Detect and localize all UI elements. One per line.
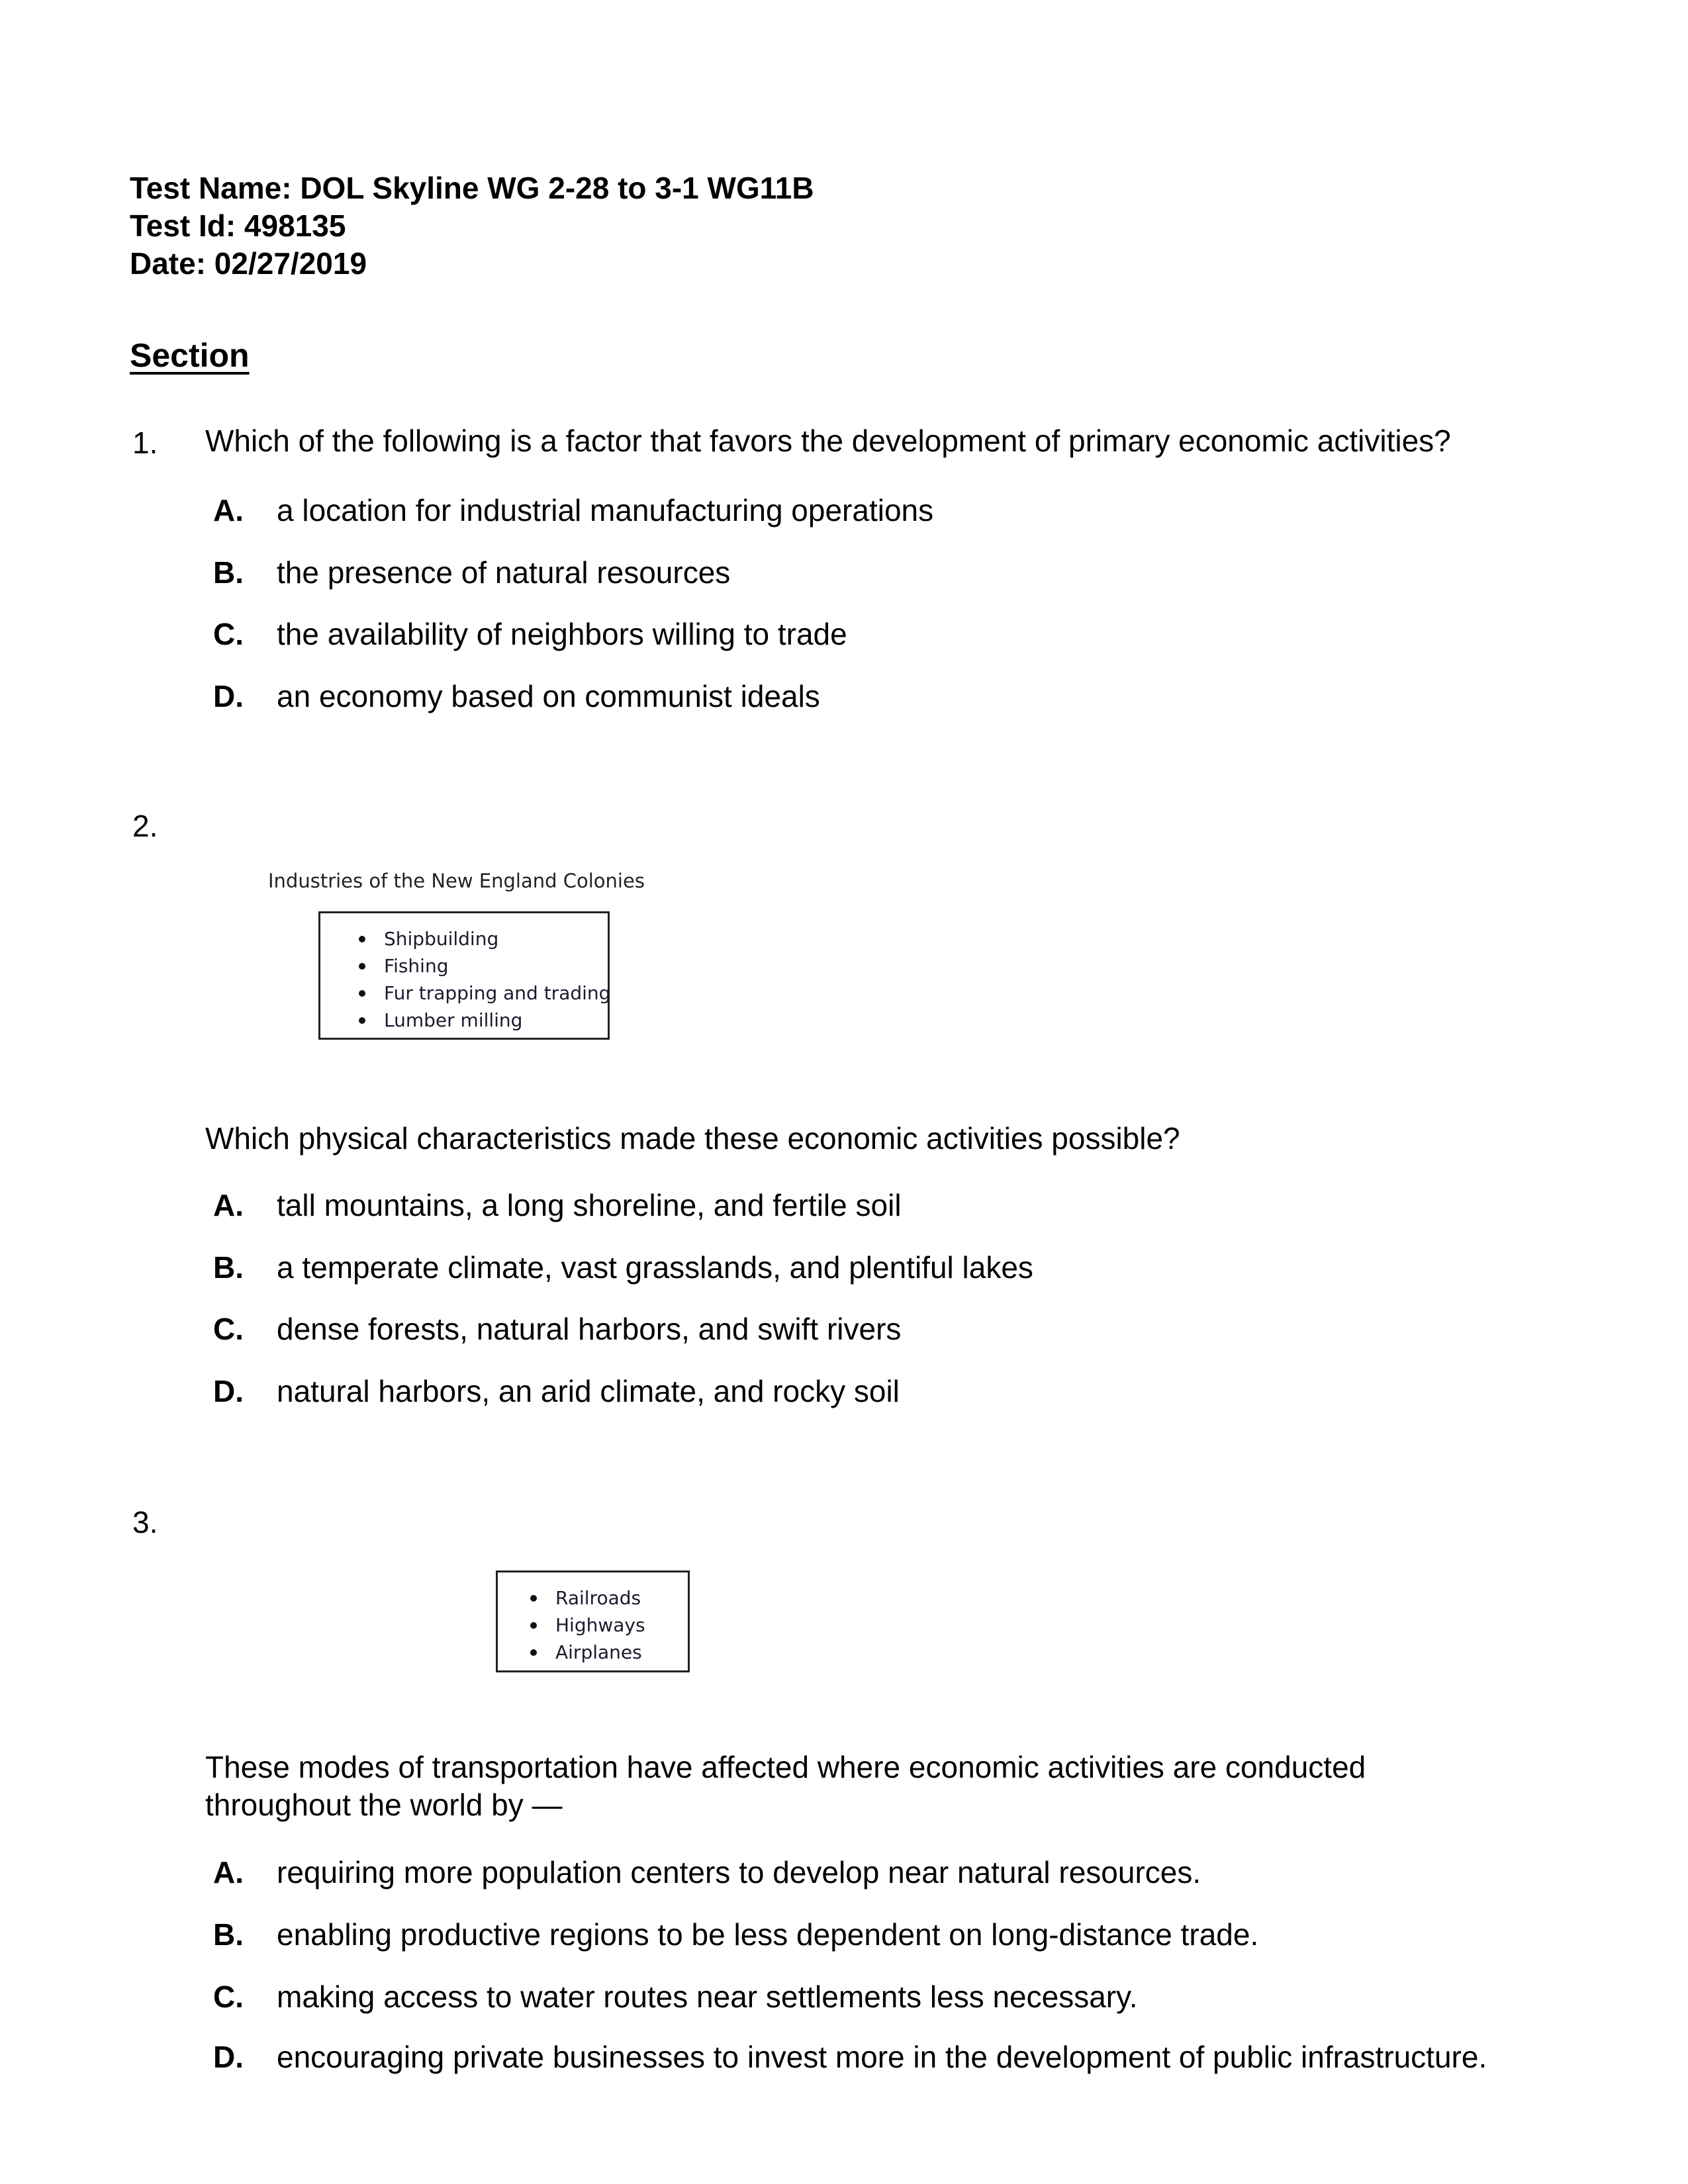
test-date: Date: 02/27/2019 — [130, 246, 367, 281]
test-id: Test Id: 498135 — [130, 208, 346, 243]
bullet-icon — [530, 1622, 537, 1629]
bullet-icon — [359, 936, 365, 942]
industries-list-box — [318, 911, 610, 1040]
question-text: Which physical characteristics made these economic activities possible? — [205, 1121, 1180, 1156]
question-number: 3. — [132, 1505, 158, 1539]
list-item: Lumber milling — [359, 1007, 608, 1034]
question-text-line-2: throughout the world by — — [205, 1788, 563, 1822]
transportation-list-box — [496, 1570, 690, 1672]
option-letter: B. — [213, 1250, 244, 1285]
option-letter: A. — [213, 1855, 244, 1889]
bullet-icon — [530, 1595, 537, 1602]
list-item: Shipbuilding — [359, 925, 608, 952]
option-letter: C. — [213, 1979, 244, 2014]
option-text: requiring more population centers to develop near natural resources. — [277, 1855, 1201, 1889]
option-letter: A. — [213, 1188, 244, 1222]
question-text: Which of the following is a factor that favors the development of primary economic activities? — [205, 424, 1451, 458]
option-text: a location for industrial manufacturing operations — [277, 493, 934, 527]
option-letter: C. — [213, 617, 244, 651]
test-name: Test Name: DOL Skyline WG 2-28 to 3-1 WG11B — [130, 171, 814, 205]
question-text-line-1: These modes of transportation have affected where economic activities are conducted — [205, 1750, 1366, 1784]
list-item: Fur trapping and trading — [359, 979, 608, 1007]
option-letter: A. — [213, 493, 244, 527]
option-letter: B. — [213, 1917, 244, 1952]
list-item: Fishing — [359, 952, 608, 979]
question-number: 2. — [132, 809, 158, 843]
question-number: 1. — [132, 426, 158, 460]
option-letter: D. — [213, 1374, 244, 1408]
option-letter: C. — [213, 1312, 244, 1346]
option-letter: D. — [213, 2040, 244, 2074]
option-letter: B. — [213, 555, 244, 590]
option-text: an economy based on communist ideals — [277, 679, 820, 713]
option-text: a temperate climate, vast grasslands, and plentiful lakes — [277, 1250, 1033, 1285]
list-item: Airplanes — [530, 1639, 688, 1666]
list-item: Railroads — [530, 1584, 688, 1612]
section-heading: Section — [130, 337, 250, 374]
figure-title: Industries of the New England Colonies — [268, 870, 645, 892]
option-text: natural harbors, an arid climate, and rocky soil — [277, 1374, 900, 1408]
option-text: the presence of natural resources — [277, 555, 731, 590]
option-text: enabling productive regions to be less dependent on long-distance trade. — [277, 1917, 1259, 1952]
option-text: encouraging private businesses to invest more in the development of public infrastructure. — [277, 2040, 1487, 2074]
option-text: making access to water routes near settlements less necessary. — [277, 1979, 1138, 2014]
bullet-icon — [530, 1649, 537, 1656]
option-text: the availability of neighbors willing to trade — [277, 617, 847, 651]
option-text: tall mountains, a long shoreline, and fertile soil — [277, 1188, 902, 1222]
option-text: dense forests, natural harbors, and swift rivers — [277, 1312, 902, 1346]
bullet-icon — [359, 990, 365, 997]
option-letter: D. — [213, 679, 244, 713]
bullet-icon — [359, 1017, 365, 1024]
list-item: Highways — [530, 1612, 688, 1639]
bullet-icon — [359, 963, 365, 970]
